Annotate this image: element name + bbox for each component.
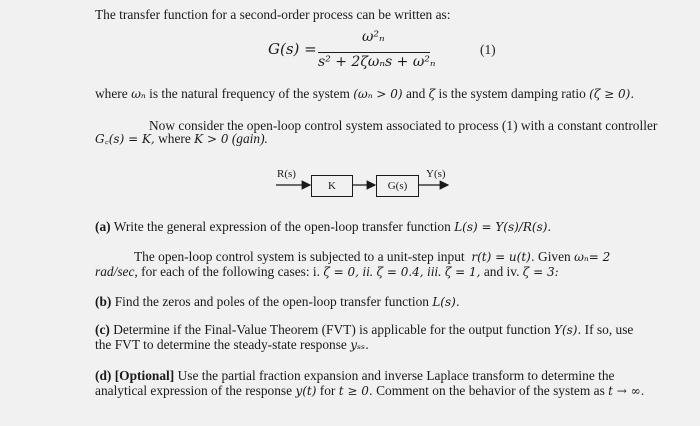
diagram-input-label: R(s) <box>277 168 296 180</box>
question-c-line-2: the FVT to determine the steady-state response yₛₛ. <box>95 337 369 352</box>
where-line: where ωₙ is the natural frequency of the system (ωₙ > 0) and ζ is the system damping ratio (ζ ≥ 0). <box>95 86 635 101</box>
process-block: G(s) <box>376 175 419 197</box>
question-a: (a) Write the general expression of the open-loop transfer function L(s) = Y(s)/R(s). <box>95 219 552 234</box>
equation-lhs: G(s) = <box>268 40 317 58</box>
consider-line-2: G꜀(s) = K, where K > 0 (gain). <box>95 131 268 146</box>
intro-text: The transfer function for a second-order process can be written as: <box>95 7 451 22</box>
question-c-line-1: (c) Determine if the Final-Value Theorem (FVT) is applicable for the output function Y(s). If so, use <box>95 322 634 337</box>
equation-numerator: ω²ₙ <box>362 29 385 45</box>
equation-number: (1) <box>480 42 496 57</box>
cases-line: rad/sec, for each of the following cases: i. ζ = 0, ii. ζ = 0.4, iii. ζ = 1, and iv. ζ = 3: <box>95 264 559 279</box>
question-d-line-1: (d) [Optional] Use the partial fraction expansion and inverse Laplace transform to determine the <box>95 368 615 383</box>
controller-block: K <box>311 175 353 197</box>
diagram-output-label: Y(s) <box>426 168 446 180</box>
consider-line-1: Now consider the open-loop control system associated to process (1) with a constant controller <box>149 118 658 133</box>
equation-denominator: s² + 2ζωₙs + ω²ₙ <box>318 54 436 70</box>
question-d-line-2: analytical expression of the response y(t) for t ≥ 0. Comment on the behavior of the system as t → ∞. <box>95 383 645 398</box>
question-b: (b) Find the zeros and poles of the open-loop transfer function L(s). <box>95 294 460 309</box>
unit-step-line: The open-loop control system is subjected to a unit-step input r(t) = u(t). Given ωₙ= 2 <box>134 249 611 264</box>
